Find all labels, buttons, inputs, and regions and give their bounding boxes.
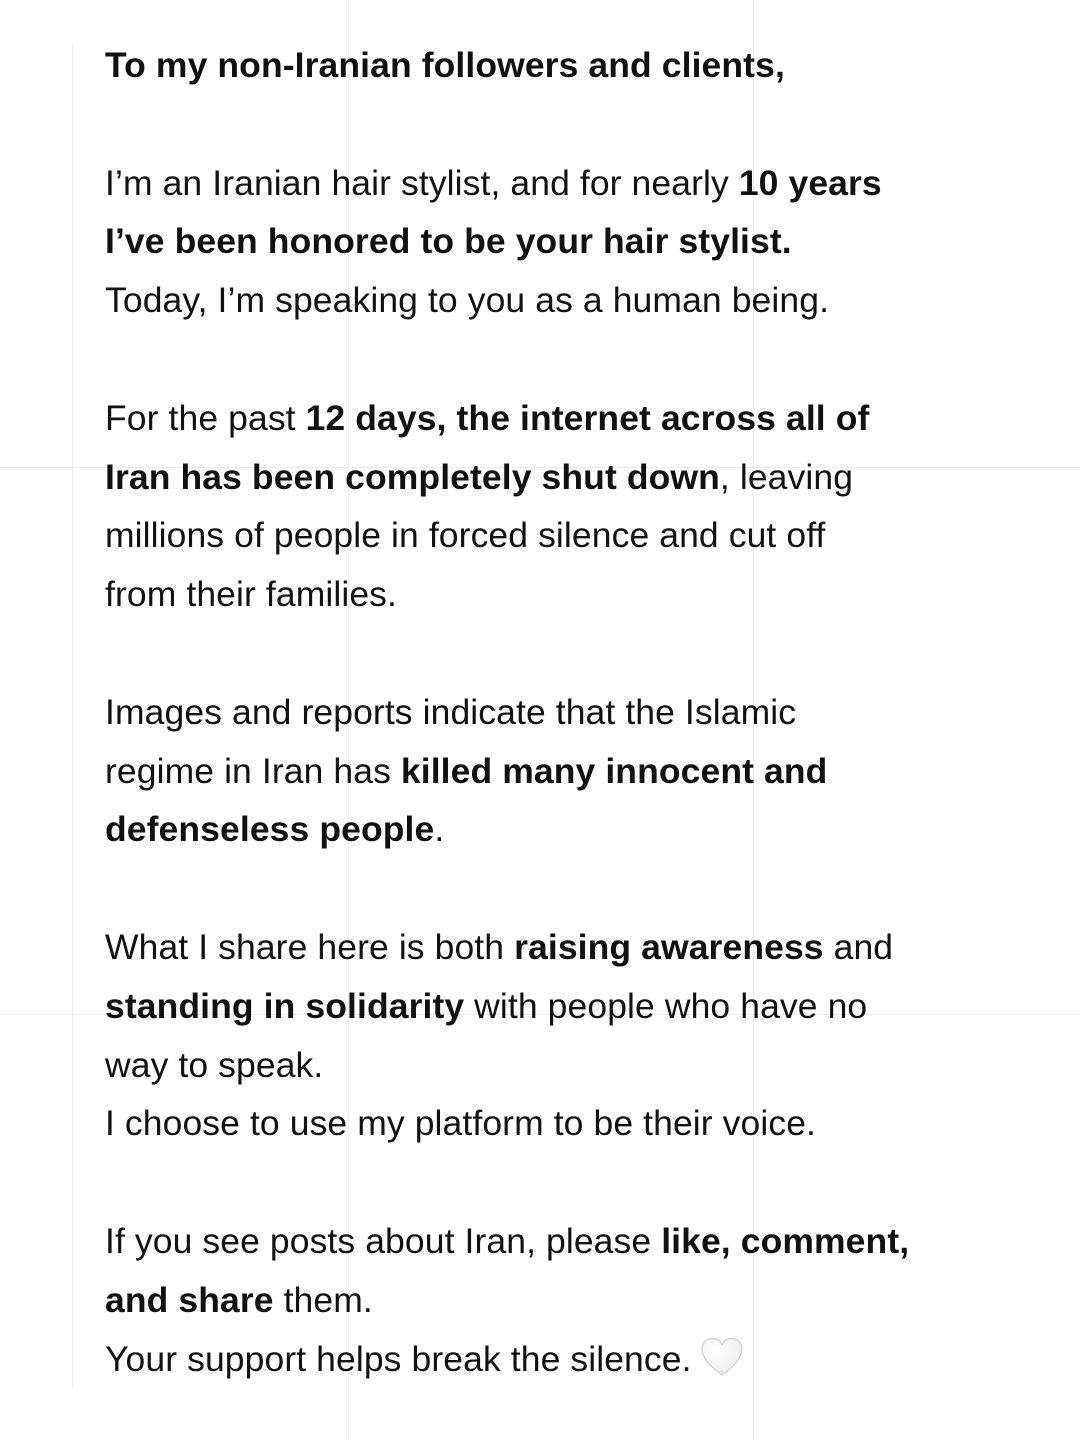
margin-rule xyxy=(72,44,73,1388)
text-run: Images and reports indicate that the Islamic xyxy=(105,691,797,732)
text-run: What I share here is both xyxy=(105,926,515,967)
text-line xyxy=(105,271,1045,330)
emphasis-run: defenseless people xyxy=(105,809,435,850)
emphasis-run: standing in solidarity xyxy=(105,985,465,1026)
paragraph-intro xyxy=(105,154,1045,330)
message-body xyxy=(105,36,1045,1440)
text-line xyxy=(105,1330,1045,1395)
text-line xyxy=(105,448,1045,507)
text-run: them. xyxy=(273,1279,373,1320)
text-line xyxy=(105,1212,1045,1271)
text-run: I’m an Iranian hair stylist, and for nearly xyxy=(105,162,739,203)
text-run: Today, I’m speaking to you as a human being. xyxy=(105,280,830,321)
emphasis-run: 12 days, the internet across all of xyxy=(305,397,870,438)
text-run: For the past xyxy=(105,397,306,438)
text-run: millions of people in forced silence and cut off xyxy=(105,515,826,556)
paragraph-call-to-action xyxy=(105,1212,1045,1394)
text-line xyxy=(105,800,1045,859)
text-run: Your support helps break the silence. xyxy=(105,1338,692,1379)
text-line xyxy=(105,1094,1045,1153)
paragraph-reports xyxy=(105,683,1045,859)
emphasis-run: Iran has been completely shut down xyxy=(105,456,720,497)
emphasis-run: like, comment, xyxy=(661,1220,910,1261)
text-run: I choose to use my platform to be their voice. xyxy=(105,1103,816,1144)
text-run: way to speak. xyxy=(105,1044,324,1085)
text-run: . xyxy=(434,809,445,850)
emphasis-run: raising awareness xyxy=(514,926,824,967)
text-line xyxy=(105,565,1045,624)
greeting-paragraph xyxy=(105,36,1045,95)
greeting: To my non-Iranian followers and clients, xyxy=(105,45,785,85)
paragraph-internet-shutdown xyxy=(105,389,1045,624)
text-run: If you see posts about Iran, please xyxy=(105,1220,662,1261)
text-line xyxy=(105,977,1045,1036)
text-run: from their families. xyxy=(105,574,397,615)
text-line xyxy=(105,154,1045,213)
white-heart-icon xyxy=(700,1336,744,1395)
emphasis-run: and share xyxy=(105,1279,274,1320)
text-line xyxy=(105,742,1045,801)
emphasis-run: killed many innocent and xyxy=(400,750,828,791)
text-line xyxy=(105,1036,1045,1095)
paragraph-awareness xyxy=(105,918,1045,1153)
text-run: regime in Iran has xyxy=(105,750,401,791)
text-line xyxy=(105,683,1045,742)
emphasis-run: I’ve been honored to be your hair stylist. xyxy=(105,221,792,262)
text-line xyxy=(105,506,1045,565)
text-line xyxy=(105,1271,1045,1330)
white-heart-icon-svg xyxy=(700,1337,744,1377)
text-line xyxy=(105,389,1045,448)
text-run: , leaving xyxy=(719,456,854,497)
text-line xyxy=(105,212,1045,271)
text-run: with people who have no xyxy=(464,985,868,1026)
text-line xyxy=(105,36,1045,95)
text-run: and xyxy=(823,926,894,967)
emphasis-run: 10 years xyxy=(738,162,882,203)
text-line xyxy=(105,918,1045,977)
